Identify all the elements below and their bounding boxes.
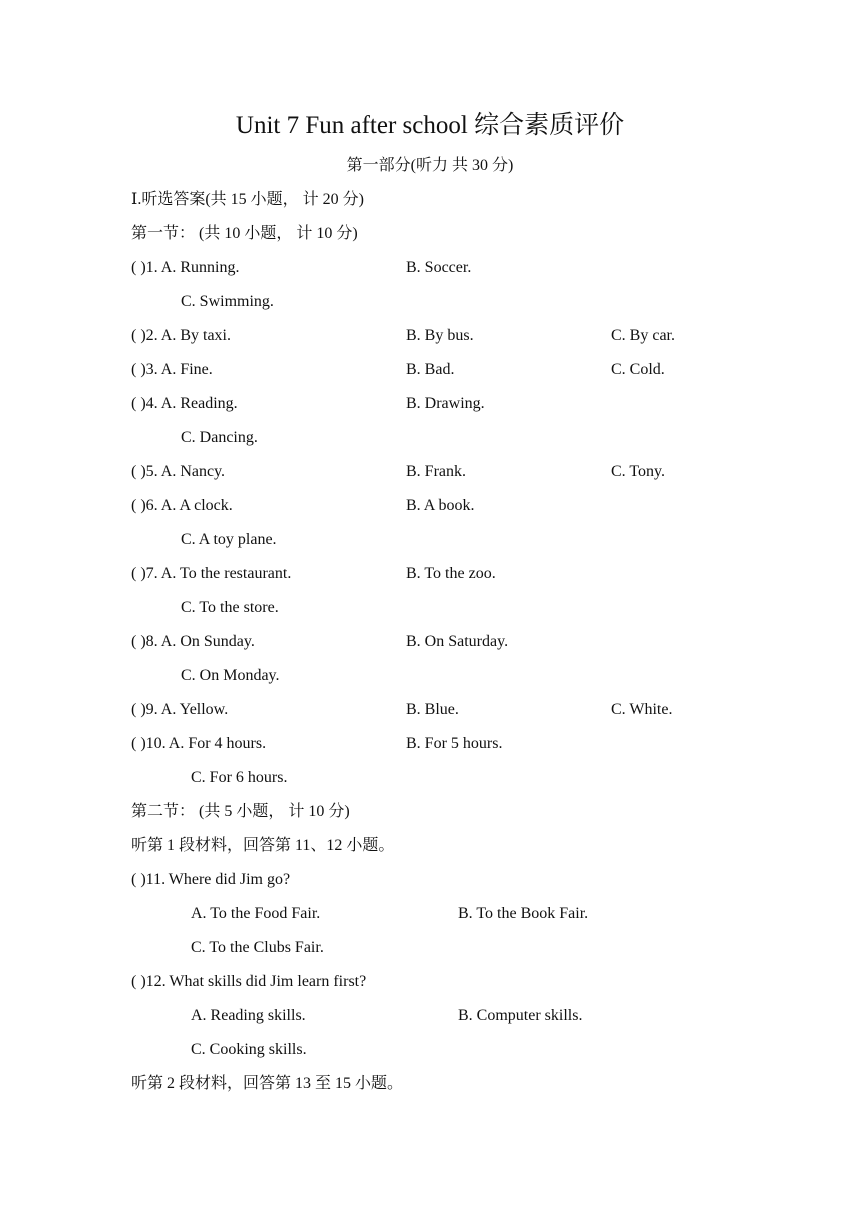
- question-9-option-a: ( )9. A. Yellow.: [131, 701, 229, 718]
- question-6-option-b: B. A book.: [406, 497, 475, 514]
- question-9-option-c: C. White.: [611, 701, 673, 718]
- question-4-option-c: C. Dancing.: [181, 429, 258, 446]
- question-7-option-a: ( )7. A. To the restaurant.: [131, 565, 292, 582]
- part1-heading: 第一节： (共 10 小题， 计 10 分): [131, 225, 358, 242]
- question-4-option-a: ( )4. A. Reading.: [131, 395, 238, 412]
- material-1-instruction: 听第 1 段材料，回答第 11、12 小题。: [131, 837, 395, 854]
- question-11-option-a: A. To the Food Fair.: [191, 905, 321, 922]
- question-5-option-c: C. Tony.: [611, 463, 665, 480]
- question-1-option-a: ( )1. A. Running.: [131, 259, 240, 276]
- question-8-option-b: B. On Saturday.: [406, 633, 509, 650]
- question-2-option-a: ( )2. A. By taxi.: [131, 327, 231, 344]
- part-one-subtitle: 第一部分(听力 共 30 分): [346, 157, 514, 174]
- question-7-option-b: B. To the zoo.: [406, 565, 496, 582]
- document-title: Unit 7 Fun after school 综合素质评价: [235, 112, 625, 139]
- question-9-option-b: B. Blue.: [406, 701, 459, 718]
- question-10-option-b: B. For 5 hours.: [406, 735, 503, 752]
- question-11-stem: ( )11. Where did Jim go?: [131, 871, 291, 888]
- question-1-option-b: B. Soccer.: [406, 259, 472, 276]
- question-11-option-c: C. To the Clubs Fair.: [191, 939, 324, 956]
- question-12-stem: ( )12. What skills did Jim learn first?: [131, 973, 367, 990]
- question-2-option-b: B. By bus.: [406, 327, 474, 344]
- question-5-option-a: ( )5. A. Nancy.: [131, 463, 226, 480]
- question-12-option-b: B. Computer skills.: [458, 1007, 583, 1024]
- question-6-option-c: C. A toy plane.: [181, 531, 277, 548]
- section-heading: Ⅰ.听选答案(共 15 小题， 计 20 分): [131, 191, 364, 208]
- question-10-option-a: ( )10. A. For 4 hours.: [131, 735, 267, 752]
- question-12-option-c: C. Cooking skills.: [191, 1041, 307, 1058]
- question-3-option-b: B. Bad.: [406, 361, 455, 378]
- question-10-option-c: C. For 6 hours.: [191, 769, 288, 786]
- question-2-option-c: C. By car.: [611, 327, 675, 344]
- question-8-option-c: C. On Monday.: [181, 667, 280, 684]
- question-11-option-b: B. To the Book Fair.: [458, 905, 589, 922]
- question-3-option-a: ( )3. A. Fine.: [131, 361, 213, 378]
- material-2-instruction: 听第 2 段材料，回答第 13 至 15 小题。: [131, 1075, 404, 1092]
- question-3-option-c: C. Cold.: [611, 361, 665, 378]
- part2-heading: 第二节： (共 5 小题， 计 10 分): [131, 803, 350, 820]
- question-4-option-b: B. Drawing.: [406, 395, 485, 412]
- question-12-option-a: A. Reading skills.: [191, 1007, 306, 1024]
- question-5-option-b: B. Frank.: [406, 463, 466, 480]
- question-1-option-c: C. Swimming.: [181, 293, 274, 310]
- question-7-option-c: C. To the store.: [181, 599, 279, 616]
- question-8-option-a: ( )8. A. On Sunday.: [131, 633, 255, 650]
- question-6-option-a: ( )6. A. A clock.: [131, 497, 233, 514]
